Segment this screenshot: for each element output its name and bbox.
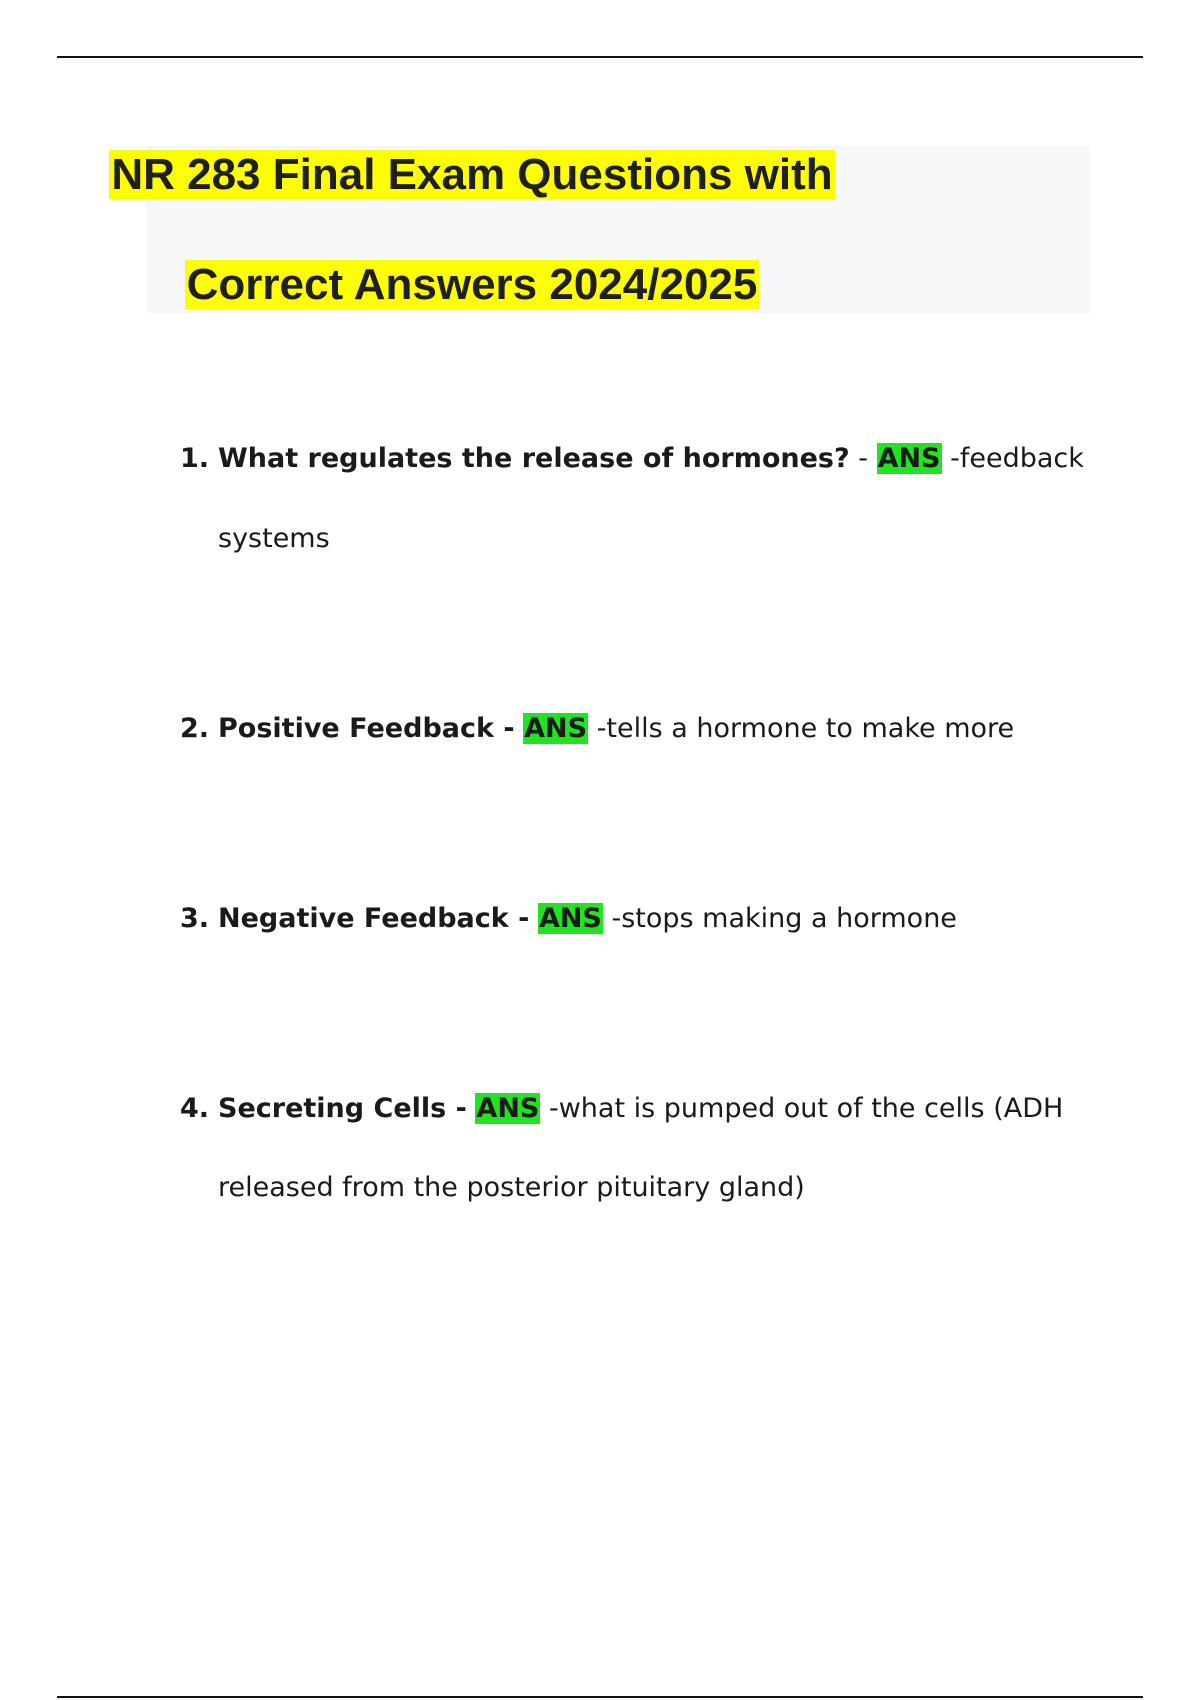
item-number: 2. (180, 713, 210, 744)
answer-continuation: released from the posterior pituitary gland) (218, 1172, 805, 1203)
item-number: 1. (180, 443, 210, 474)
title-highlight-1: NR 283 Final Exam Questions with (111, 150, 833, 199)
question-text: Negative Feedback - (218, 903, 530, 934)
ans-tag: ANS (877, 443, 941, 474)
question-text: What regulates the release of hormones? (218, 443, 850, 474)
separator (529, 903, 538, 934)
item-number: 4. (180, 1093, 210, 1124)
answer-text: -tells a hormone to make more (588, 713, 1015, 744)
answer-continuation: systems (218, 523, 330, 554)
answer-text: -feedback (941, 443, 1084, 474)
ans-tag: ANS (524, 713, 588, 744)
title-highlight-2: Correct Answers 2024/2025 (186, 260, 758, 309)
question-line (218, 709, 1018, 749)
separator (515, 713, 524, 744)
question-text: Positive Feedback - (218, 713, 515, 744)
answer-text: -stops making a hormone (602, 903, 957, 934)
separator: - (849, 443, 877, 474)
question-line (218, 439, 1084, 479)
ans-tag: ANS (538, 903, 602, 934)
footer-rule (57, 1696, 1143, 1698)
question-line (218, 899, 1018, 939)
item-number: 3. (180, 903, 210, 934)
answer-text: -what is pumped out of the cells (ADH (540, 1093, 1064, 1124)
ans-tag: ANS (476, 1093, 540, 1124)
question-text: Secreting Cells - (218, 1093, 467, 1124)
question-line (218, 1089, 1064, 1129)
